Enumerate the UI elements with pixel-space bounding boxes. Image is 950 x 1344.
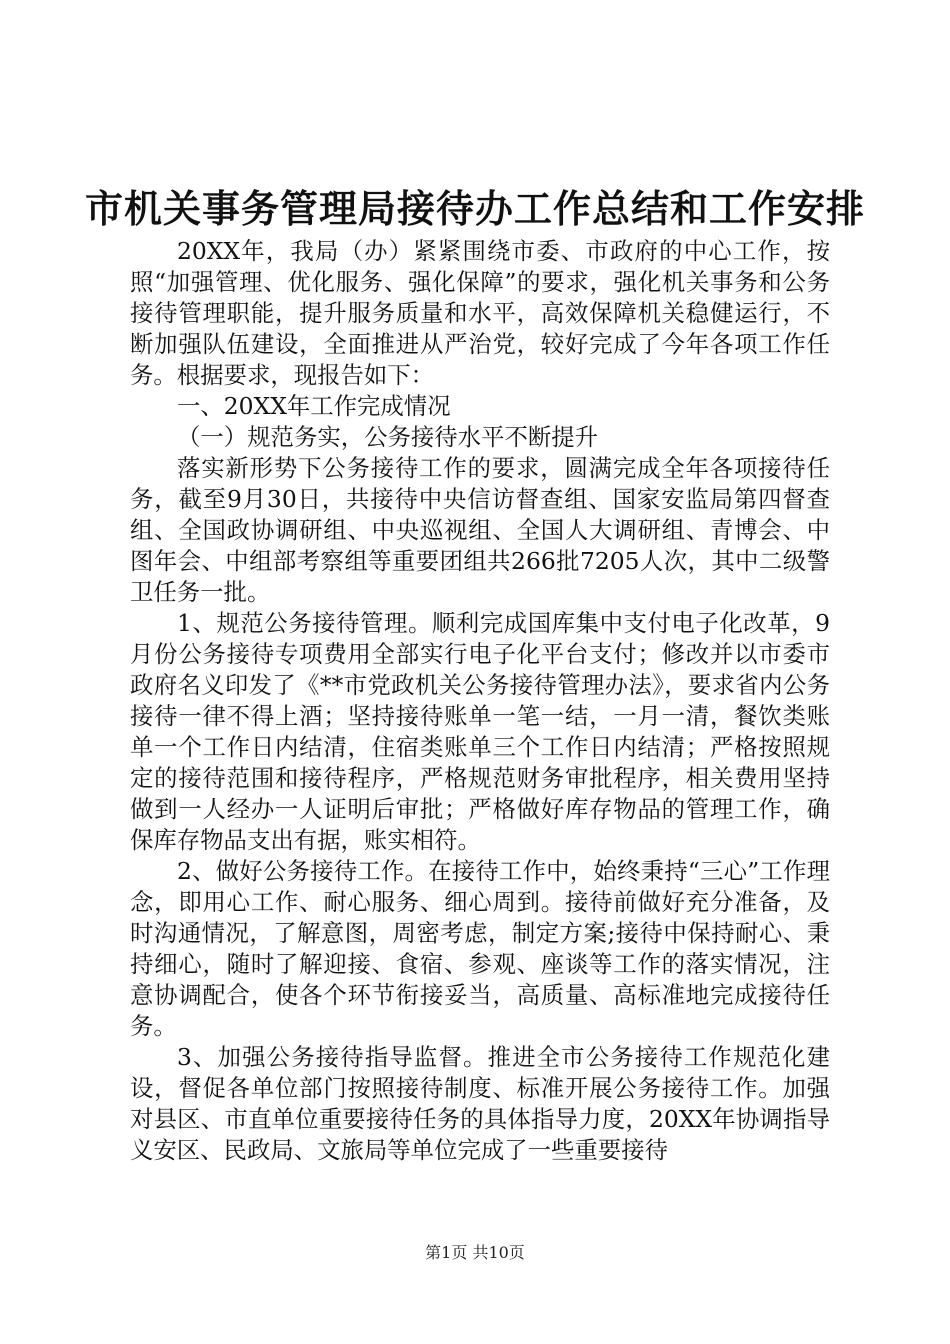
item-1-paragraph: 1、规范公务接待管理。顺利完成国库集中支付电子化改革，9月份公务接待专项费用全部实行电子化平台支付；修改并以市委市政府名义印发了《**市党政机关公务接待管理办法》，要求省内公务接待一律不得上酒；坚持接待账单一笔一结，一月一清，餐饮类账单一个工作日内结清，住宿类账单三个工作日内结清；严格按照规定的接待范围和接待程序，严格规范财务审批程序，相关费用坚持做到一人经办一人证明后审批；严格做好库存物品的管理工作，确保库存物品支出有据，账实相符。 bbox=[130, 609, 830, 854]
intro-paragraph: 20XX年，我局（办）紧紧围绕市委、市政府的中心工作，按照“加强管理、优化服务、强化保障”的要求，强化机关事务和公务接待管理职能，提升服务质量和水平，高效保障机关稳健运行，不断加强队伍建设，全面推进从严治党，较好完成了今年各项工作任务。根据要求，现报告如下： bbox=[130, 237, 830, 389]
document-title: 市机关事务管理局接待办工作总结和工作安排 bbox=[84, 186, 865, 231]
item-3-paragraph: 3、加强公务接待指导监督。推进全市公务接待工作规范化建设，督促各单位部门按照接待制度、标准开展公务接待工作。加强对县区、市直单位重要接待任务的具体指导力度，20XX年协调指导义安区、民政局、文旅局等单位完成了一些重要接待 bbox=[130, 1043, 830, 1164]
subsection-heading-1: （一）规范务实，公务接待水平不断提升 bbox=[177, 423, 599, 451]
page-number-footer: 第1页 共10页 bbox=[425, 1243, 525, 1262]
section-heading-1: 一、20XX年工作完成情况 bbox=[177, 392, 451, 420]
item-2-paragraph: 2、做好公务接待工作。在接待工作中，始终秉持“三心”工作理念，即用心工作、耐心服务、细心周到。接待前做好充分准备，及时沟通情况，了解意图，周密考虑，制定方案;接待中保持耐心、秉持细心，随时了解迎接、食宿、参观、座谈等工作的落实情况，注意协调配合，使各个环节衔接妥当，高质量、高标准地完成接待任务。 bbox=[130, 857, 830, 1040]
document-body bbox=[130, 236, 830, 1166]
reception-summary-paragraph: 落实新形势下公务接待工作的要求，圆满完成全年各项接待任务，截至9月30日，共接待中央信访督查组、国家安监局第四督查组、全国政协调研组、中央巡视组、全国人大调研组、青博会、中图年会、中组部考察组等重要团组共266批7205人次，其中二级警卫任务一批。 bbox=[130, 454, 830, 606]
